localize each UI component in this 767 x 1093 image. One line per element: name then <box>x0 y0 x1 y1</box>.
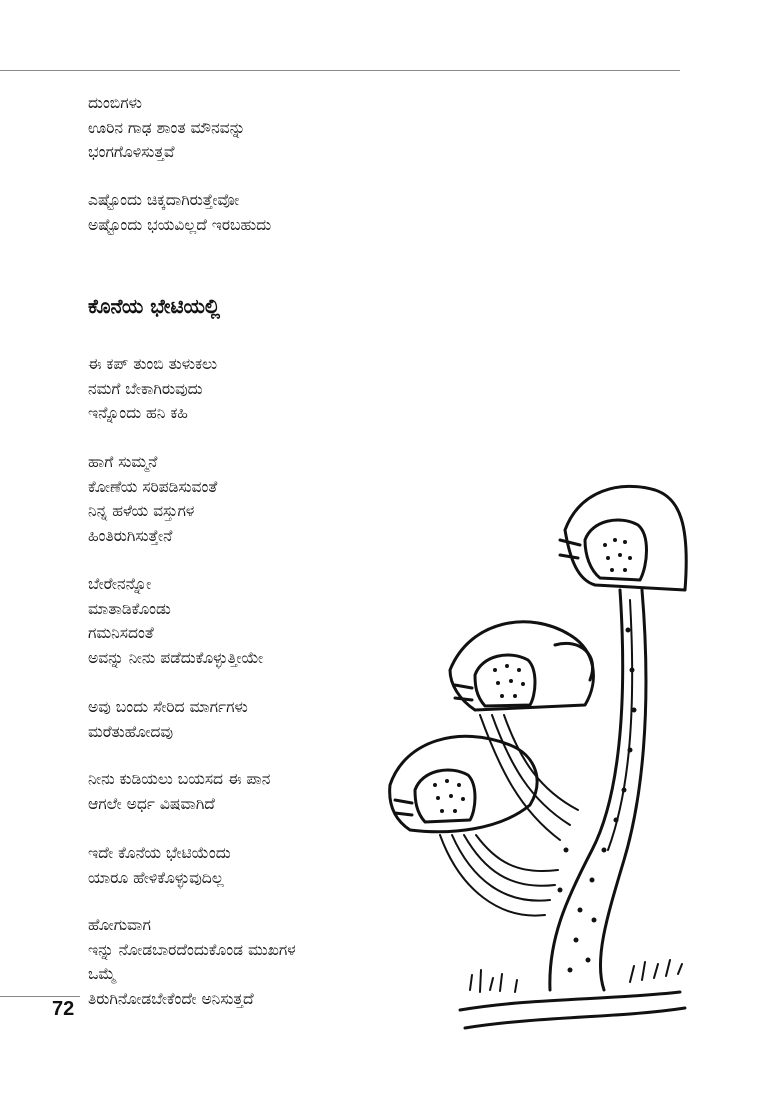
stanza <box>88 450 388 548</box>
poem-line: ಹಿಂತಿರುಗಿಸುತ್ತೇನೆ <box>88 526 173 545</box>
stanza <box>88 91 388 165</box>
poem-line: ಬೇರೇನನ್ನೋ <box>88 575 152 593</box>
poem-line: ಮಾತಾಡಿಕೊಂಡು <box>88 599 171 618</box>
bottom-hood <box>390 736 537 831</box>
poem-line: ಅವನ್ನು ನೀನು ಪಡೆದುಕೊಳ್ಳುತ್ತೀಯೇ <box>88 648 264 667</box>
ground-line <box>465 1008 685 1028</box>
stanza <box>88 767 388 816</box>
poem-line: ಯಾರೂ ಹೇಳಿಕೊಳ್ಳುವುದಿಲ್ಲ <box>88 868 224 887</box>
bottom-drape-line <box>464 835 555 886</box>
stanza <box>88 352 388 426</box>
bottom-mouth <box>395 800 412 815</box>
bottom-face <box>415 770 475 822</box>
stanza <box>88 913 388 1011</box>
top-face-dots <box>603 538 632 572</box>
poem-line: ಆಗಲೇ ಅರ್ಧ ವಿಷವಾಗಿದೆ <box>88 794 215 813</box>
middle-drape-line <box>504 715 578 810</box>
poem-line: ಊರಿನ ಗಾಢ ಶಾಂತ ಮೌನವನ್ನು <box>88 118 246 137</box>
middle-face-dots <box>493 664 525 698</box>
ground-line <box>460 992 680 1010</box>
bottom-drape-line <box>452 835 550 901</box>
poem-line: ಮರೆತುಹೋದವು <box>88 722 174 741</box>
poem-line: ನೀನು ಕುಡಿಯಲು ಬಯಸದ ಈ ಪಾನ <box>88 770 271 788</box>
grass-strokes <box>470 960 682 992</box>
poem-line: ಎಷ್ಟೊಂದು ಚಿಕ್ಕದಾಗಿರುತ್ತೇವೋ <box>88 191 240 209</box>
poem-line: ಅವು ಬಂದು ಸೇರಿದ ಮಾರ್ಗಗಳು <box>88 698 248 716</box>
bottom-drape-line <box>440 835 545 916</box>
stanza <box>88 841 388 890</box>
stem-dots <box>558 628 637 973</box>
top-rule <box>0 70 680 71</box>
poem-line: ಒಮ್ಮೆ <box>88 965 116 983</box>
poem-line: ತಿರುಗಿನೋಡಬೇಕೆಂದೇ ಅನಿಸುತ್ತದೆ <box>88 989 254 1008</box>
page-number-rule <box>0 996 80 997</box>
poem-line: ಕೋಣೆಯ ಸರಿಪಡಿಸುವಂತೆ <box>88 477 218 496</box>
stanza <box>88 695 388 744</box>
top-face <box>585 520 647 580</box>
top-hood <box>565 486 686 590</box>
poem-line: ಗಮನಿಸದಂತೆ <box>88 624 154 642</box>
poem-line: ಅಷ್ಟೊಂದು ಭಯವಿಲ್ಲದೆ ಇರಬಹುದು <box>88 215 272 234</box>
poem-line: ಈ ಕಪ್ ತುಂಬಿ ತುಳುಕಲು <box>88 355 218 373</box>
mushroom-heads-drawing-icon <box>380 470 700 1050</box>
stanza <box>88 188 388 237</box>
poem-title: ಕೊನೆಯ ಭೇಟಿಯಲ್ಲಿ <box>88 294 221 318</box>
poem-line: ನಮಗೆ ಬೇಕಾಗಿರುವುದು <box>88 379 203 398</box>
poem-line: ಭಂಗಗೊಳಿಸುತ್ತವೆ <box>88 143 175 161</box>
bottom-face-dots <box>433 779 465 813</box>
poem-line: ನಿನ್ನ ಹಳೆಯ ವಸ್ತುಗಳ <box>88 502 195 520</box>
middle-drape-line <box>480 715 560 840</box>
poem-line: ಇನ್ನೊಂದು ಹನಿ ಕಹಿ <box>88 404 188 422</box>
poem-line: ಇನ್ನು ನೋಡಬಾರದೆಂದುಕೊಂಡ ಮುಖಗಳ <box>88 940 296 959</box>
page-number: 72 <box>52 998 75 1020</box>
poem-line: ಹೋಗುವಾಗ <box>88 916 151 934</box>
poem-line: ಇದೇ ಕೊನೆಯ ಭೇಟಿಯೆಂದು <box>88 844 231 862</box>
poem-line: ಹಾಗೆ ಸುಮ್ಮನೆ <box>88 453 158 471</box>
stanza <box>88 572 388 670</box>
middle-face <box>475 655 535 706</box>
poem-line: ದುಂಬಿಗಳು <box>88 94 142 112</box>
middle-hood <box>450 622 593 710</box>
